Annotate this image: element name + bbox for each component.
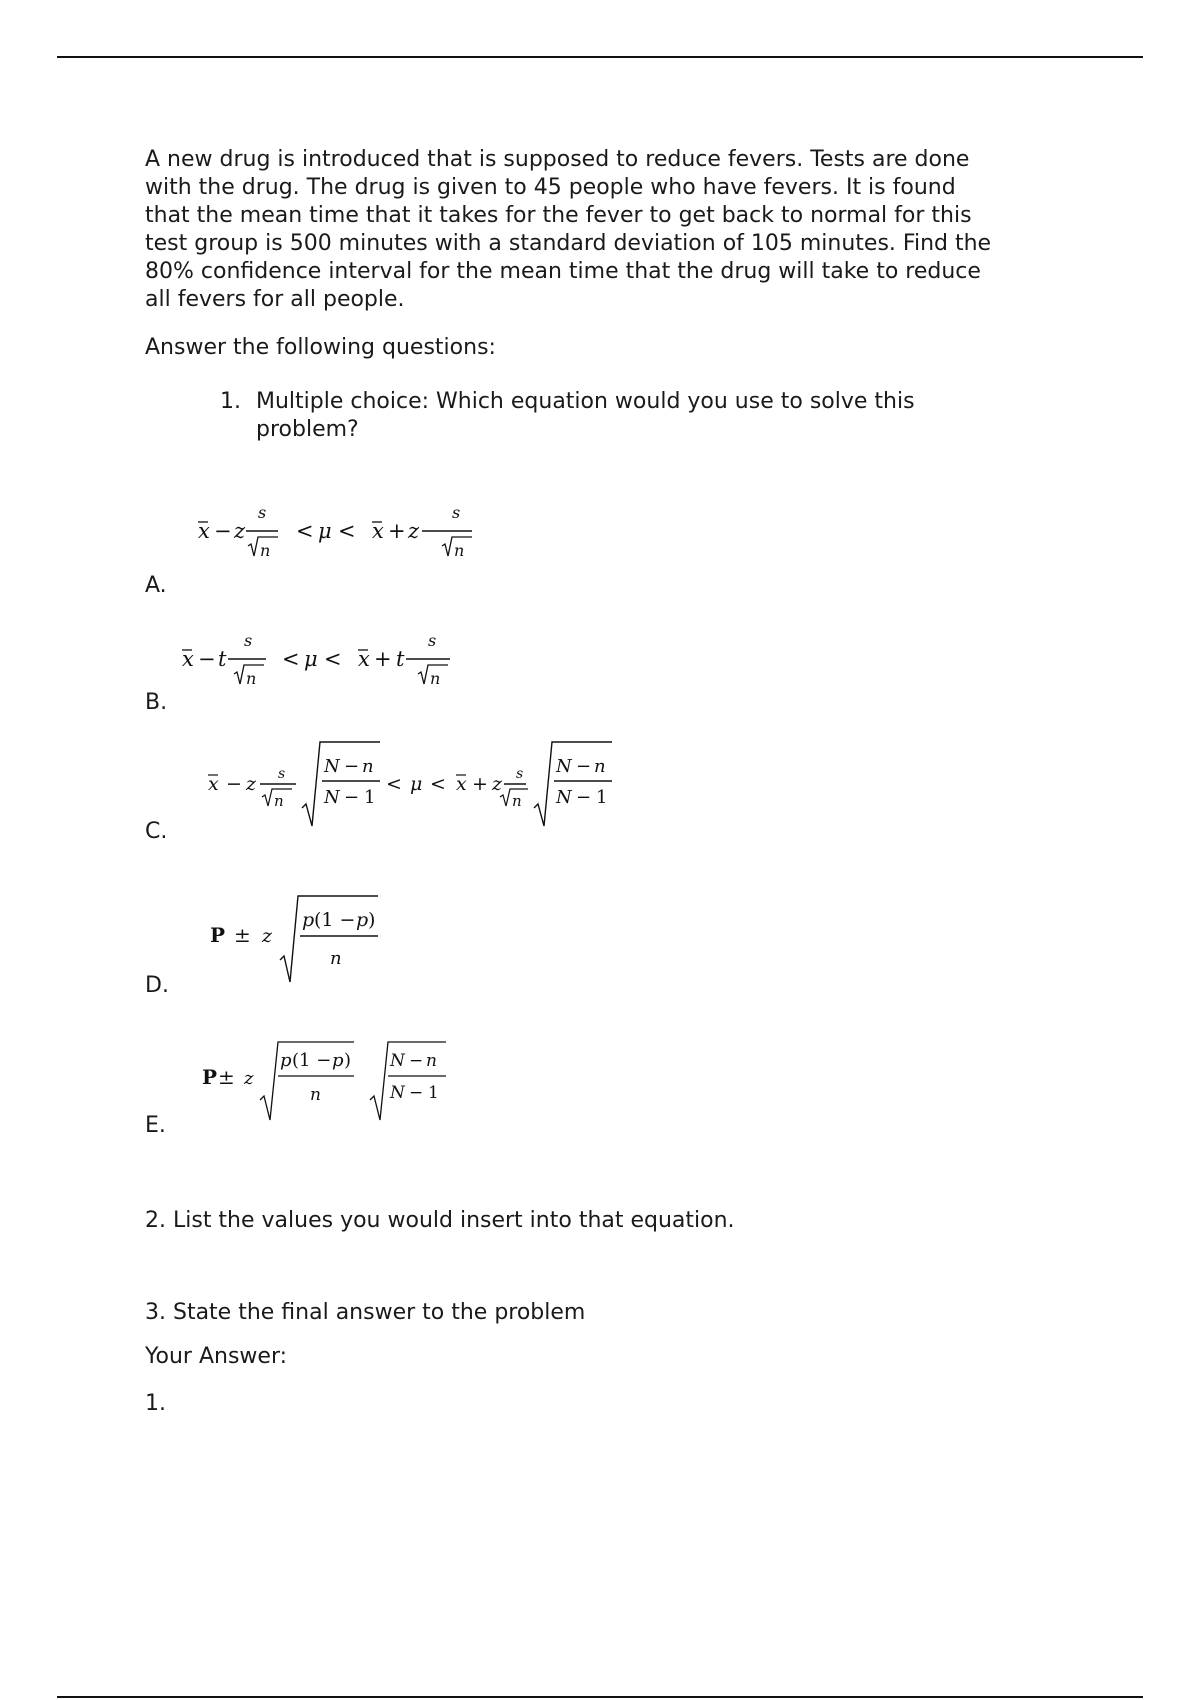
equation-option-c (196, 736, 656, 836)
svg-text:n: n (594, 756, 606, 777)
svg-text:x: x (208, 773, 219, 795)
svg-text:−: − (576, 787, 592, 808)
svg-text:−: − (576, 756, 592, 777)
svg-text:−: − (409, 1051, 424, 1071)
svg-text:n: n (310, 1085, 321, 1105)
svg-text:p: p (356, 909, 369, 931)
svg-text:p: p (280, 1050, 292, 1071)
svg-text:<: < (386, 773, 402, 795)
svg-text:z: z (246, 773, 257, 795)
svg-text:x: x (456, 773, 467, 795)
option-d-letter: D. (145, 973, 169, 998)
svg-text:−: − (344, 787, 360, 808)
svg-text:x: x (198, 519, 210, 543)
bottom-rule (57, 1696, 1143, 1698)
equation-option-e (198, 1036, 458, 1126)
svg-text:1: 1 (364, 787, 376, 808)
svg-text:): ) (344, 1050, 352, 1071)
svg-text:<: < (430, 773, 446, 795)
svg-text:t: t (396, 647, 405, 671)
svg-text:p: p (302, 909, 315, 931)
equation-option-d (206, 890, 386, 990)
svg-text:+: + (374, 647, 392, 671)
svg-text:n: n (274, 792, 284, 810)
svg-text:z: z (244, 1068, 254, 1089)
svg-text:N: N (556, 756, 572, 777)
svg-text:μ: μ (304, 647, 318, 671)
svg-text:z: z (408, 519, 420, 543)
svg-text:z: z (234, 519, 246, 543)
svg-text:P: P (210, 923, 226, 947)
equation-option-b (174, 628, 474, 698)
svg-text:t: t (218, 647, 227, 671)
svg-text:N: N (390, 1051, 405, 1071)
problem-line: test group is 500 minutes with a standard deviation of 105 minutes. Find the (145, 231, 992, 256)
svg-text:s: s (452, 503, 461, 522)
svg-text:+: + (472, 773, 488, 795)
option-e-letter: E. (145, 1113, 166, 1138)
svg-text:s: s (258, 503, 267, 522)
svg-text:−: − (226, 773, 242, 795)
svg-text:x: x (182, 647, 194, 671)
question-2: 2. List the values you would insert into that equation. (145, 1208, 735, 1233)
svg-text:n: n (362, 756, 374, 777)
svg-text:−: − (409, 1083, 424, 1103)
svg-text:±: ± (234, 923, 251, 947)
problem-line: 80% confidence interval for the mean time that the drug will take to reduce (145, 259, 981, 284)
svg-text:−: − (198, 647, 216, 671)
your-answer-label: Your Answer: (145, 1344, 288, 1369)
answer-prompt: Answer the following questions: (145, 335, 496, 360)
svg-text:n: n (426, 1051, 437, 1071)
option-a-letter: A. (145, 573, 167, 598)
svg-text:): ) (368, 909, 376, 931)
svg-text:±: ± (218, 1065, 235, 1089)
svg-text:P: P (202, 1065, 218, 1089)
svg-text:N: N (390, 1083, 405, 1103)
svg-text:x: x (372, 519, 384, 543)
question-1-text (256, 388, 1016, 444)
problem-statement (145, 146, 1085, 314)
svg-text:z: z (262, 925, 273, 947)
problem-line: A new drug is introduced that is supposed to reduce fevers. Tests are done (145, 147, 970, 172)
svg-text:z: z (492, 773, 503, 795)
svg-text:<: < (338, 519, 356, 543)
question-1-number: 1. (220, 389, 241, 414)
svg-text:s: s (244, 631, 253, 650)
option-c-letter: C. (145, 819, 168, 844)
svg-text:+: + (388, 519, 406, 543)
question-1-line: Multiple choice: Which equation would you use to solve this (256, 389, 915, 414)
problem-line: all fevers for all people. (145, 287, 405, 312)
equation-option-a (190, 500, 490, 570)
svg-text:n: n (246, 669, 257, 688)
svg-text:1: 1 (596, 787, 608, 808)
svg-text:n: n (512, 792, 522, 810)
svg-text:s: s (428, 631, 437, 650)
svg-text:n: n (454, 541, 465, 560)
answer-item-number[interactable]: 1. (145, 1391, 166, 1416)
svg-text:N: N (324, 787, 340, 808)
svg-text:1: 1 (428, 1083, 439, 1103)
svg-text:<: < (296, 519, 314, 543)
svg-text:(1 −: (1 − (314, 909, 356, 931)
svg-text:n: n (430, 669, 441, 688)
svg-text:−: − (344, 756, 360, 777)
question-3: 3. State the final answer to the problem (145, 1300, 586, 1325)
svg-text:<: < (282, 647, 300, 671)
svg-text:μ: μ (318, 519, 332, 543)
svg-text:p: p (332, 1050, 344, 1071)
svg-text:−: − (214, 519, 232, 543)
svg-text:s: s (516, 766, 524, 782)
svg-text:n: n (260, 541, 271, 560)
top-rule (57, 56, 1143, 58)
svg-text:N: N (324, 756, 340, 777)
svg-text:N: N (556, 787, 572, 808)
svg-text:n: n (330, 948, 342, 969)
svg-text:μ: μ (410, 773, 423, 795)
question-1-line: problem? (256, 417, 359, 442)
problem-line: with the drug. The drug is given to 45 people who have fevers. It is found (145, 175, 956, 200)
svg-text:<: < (324, 647, 342, 671)
svg-text:(1 −: (1 − (292, 1050, 332, 1071)
option-b-letter: B. (145, 690, 168, 715)
svg-text:x: x (358, 647, 370, 671)
problem-line: that the mean time that it takes for the fever to get back to normal for this (145, 203, 972, 228)
svg-text:s: s (278, 766, 286, 782)
